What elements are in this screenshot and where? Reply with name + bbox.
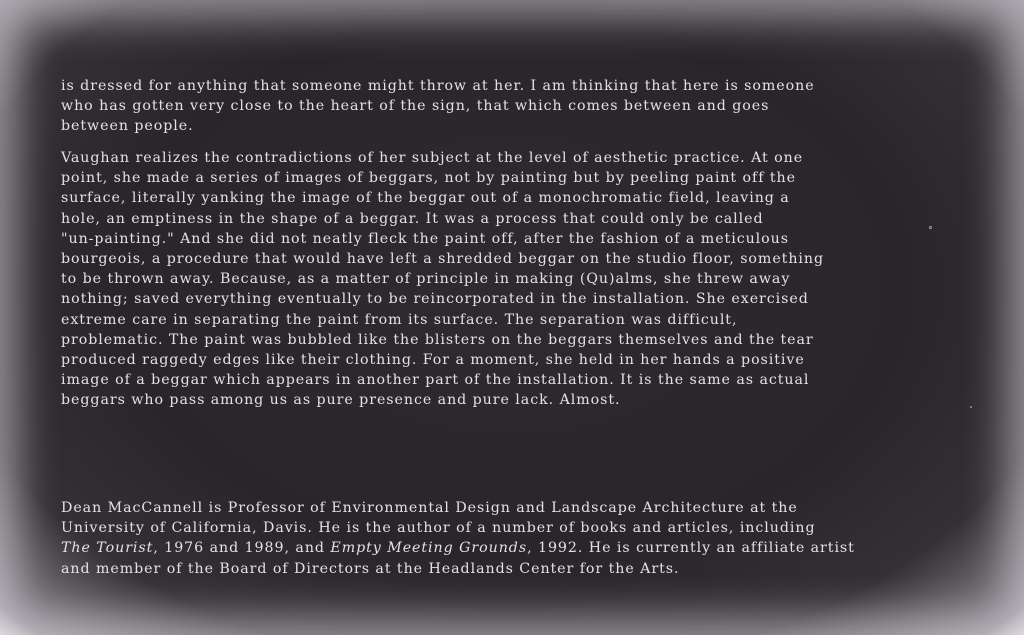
author-bio xyxy=(61,498,911,579)
bio-text: , 1992. He is currently an affiliate artist xyxy=(527,540,855,557)
text-line: image of a beggar which appears in another part of the installation. It is the same as actual xyxy=(61,372,810,389)
dust-speck xyxy=(970,406,972,408)
text-line: to be thrown away. Because, as a matter of principle in making (Qu)alms, she threw away xyxy=(61,271,791,288)
text-line: hole, an emptiness in the shape of a beggar. It was a process that could only be called xyxy=(61,210,764,227)
bio-line: University of California, Davis. He is the author of a number of books and articles, including xyxy=(61,520,816,537)
text-line: between people. xyxy=(61,118,194,135)
book-title: Empty Meeting Grounds xyxy=(330,540,528,557)
text-line: Vaughan realizes the contradictions of her subject at the level of aesthetic practice. At one xyxy=(61,150,804,166)
bio-line: and member of the Board of Directors at the Headlands Center for the Arts. xyxy=(61,560,680,577)
text-line: "un-painting." And she did not neatly fleck the paint off, after the fashion of a meticulous xyxy=(61,230,789,247)
paragraph-continuation xyxy=(61,76,911,137)
text-line: beggars who pass among us as pure presence and pure lack. Almost. xyxy=(61,392,621,409)
bio-line: Dean MacCannell is Professor of Environmental Design and Landscape Architecture at the xyxy=(61,500,798,516)
text-line: extreme care in separating the paint from its surface. The separation was difficult, xyxy=(61,311,738,328)
text-line: who has gotten very close to the heart of the sign, that which comes between and goes xyxy=(61,98,770,115)
text-line: nothing; saved everything eventually to be reincorporated in the installation. She exercised xyxy=(61,291,809,308)
text-line: surface, literally yanking the image of the beggar out of a monochromatic field, leaving a xyxy=(61,190,790,207)
bio-text: , 1976 and 1989, and xyxy=(153,540,331,557)
book-title: The Tourist xyxy=(61,540,154,557)
text-line: bourgeois, a procedure that would have left a shredded beggar on the studio floor, something xyxy=(61,251,825,268)
text-line: point, she made a series of images of beggars, not by painting but by peeling paint off the xyxy=(61,170,796,187)
paragraph-un-painting xyxy=(61,148,911,411)
text-line: produced raggedy edges like their clothing. For a moment, she held in her hands a positive xyxy=(61,352,805,369)
text-line: is dressed for anything that someone might throw at her. I am thinking that here is someone xyxy=(61,78,815,94)
dust-speck xyxy=(929,226,932,229)
bio-line xyxy=(61,538,911,558)
text-line: problematic. The paint was bubbled like the blisters on the beggars themselves and the tear xyxy=(61,331,814,348)
